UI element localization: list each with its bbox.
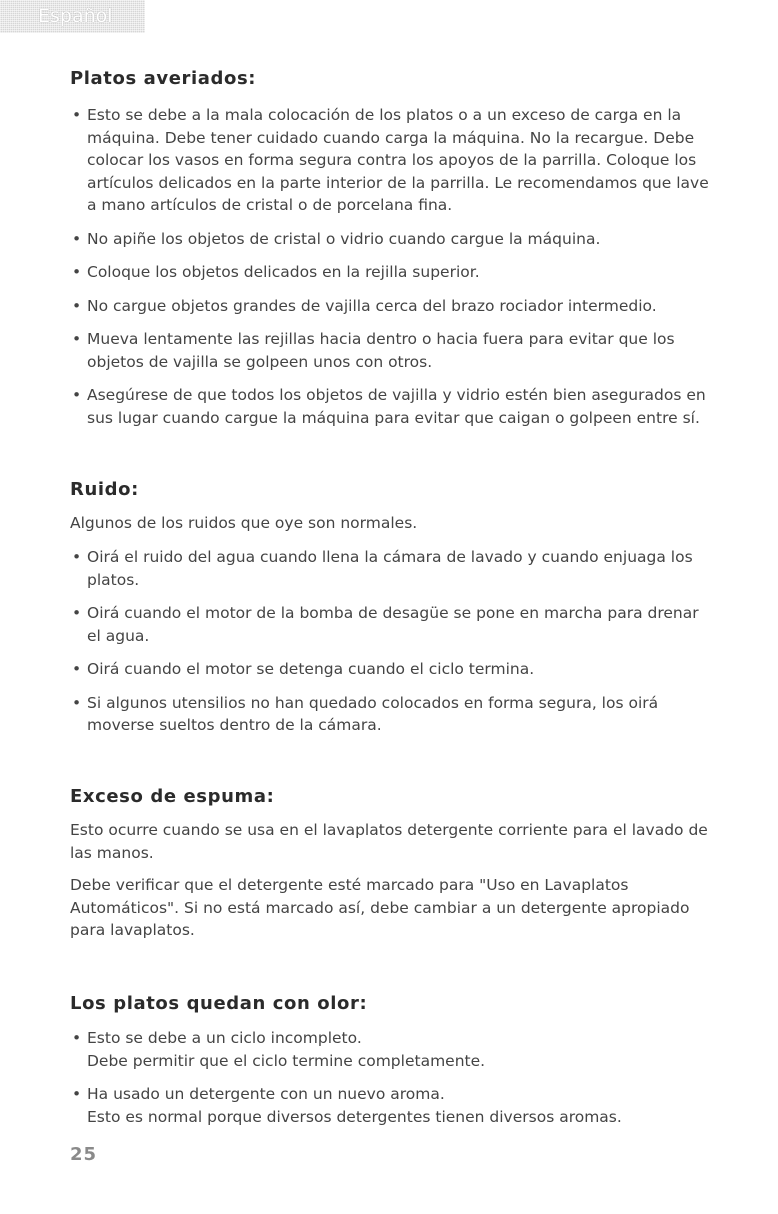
language-tab: Español: [0, 0, 145, 33]
list-item: • Coloque los objetos delicados en la rejilla superior.: [70, 261, 710, 284]
list-item: • Oirá cuando el motor de la bomba de desagüe se pone en marcha para drenar el agua.: [70, 602, 710, 647]
list-platos-averiados: [70, 104, 710, 440]
section-title-platos-averiados: Platos averiados:: [70, 68, 257, 89]
espuma-paragraph-2: Debe verificar que el detergente esté marcado para "Uso en Lavaplatos Automáticos". Si no está marcado así, debe cambiar a un detergente apropiado para lavaplatos.: [70, 876, 690, 939]
list-item: • Oirá cuando el motor se detenga cuando el ciclo termina.: [70, 658, 710, 681]
list-item: [70, 1027, 710, 1072]
list-item: • Oirá el ruido del agua cuando llena la cámara de lavado y cuando enjuaga los platos.: [70, 546, 710, 591]
list-item: • Esto se debe a la mala colocación de los platos o a un exceso de carga en la máquina. Debe tener cuidado cuando carga la máquina. No la recargue. Debe colocar los vasos en forma segura contra los apoyos de la parrilla. Coloque los artículos delicados en la parte interior de la parrilla. Le recomendamos que lave a mano artículos de cristal o de porcelana fina.: [70, 104, 710, 217]
list-ruido: [70, 546, 710, 748]
olor-item-line: • Esto se debe a un ciclo incompleto.: [87, 1029, 362, 1047]
olor-item-line: Debe permitir que el ciclo termine completamente.: [87, 1051, 486, 1070]
list-olor: [70, 1027, 710, 1139]
list-item: • No apiñe los objetos de cristal o vidrio cuando cargue la máquina.: [70, 228, 710, 251]
espuma-paragraph-1: Esto ocurre cuando se usa en el lavaplatos detergente corriente para el lavado de las manos.: [70, 821, 708, 862]
ruido-intro: Algunos de los ruidos que oye son normales.: [70, 514, 418, 532]
list-item: • Si algunos utensilios no han quedado colocados en forma segura, los oirá moverse sueltos dentro de la cámara.: [70, 692, 710, 737]
list-item: • Mueva lentamente las rejillas hacia dentro o hacia fuera para evitar que los objetos de vajilla se golpeen unos con otros.: [70, 328, 710, 373]
page-number: 25: [70, 1144, 98, 1165]
olor-item-line: • Ha usado un detergente con un nuevo aroma.: [87, 1085, 445, 1103]
list-item: • No cargue objetos grandes de vajilla cerca del brazo rociador intermedio.: [70, 295, 710, 318]
olor-item-line: Esto es normal porque diversos detergentes tienen diversos aromas.: [87, 1107, 622, 1126]
section-title-olor: Los platos quedan con olor:: [70, 993, 368, 1014]
list-item: • Asegúrese de que todos los objetos de vajilla y vidrio estén bien asegurados en sus lugar cuando cargue la máquina para evitar que caigan o golpeen entre sí.: [70, 384, 710, 429]
list-item: [70, 1083, 710, 1128]
section-title-exceso-espuma: Exceso de espuma:: [70, 786, 275, 807]
section-title-ruido: Ruido:: [70, 479, 139, 500]
